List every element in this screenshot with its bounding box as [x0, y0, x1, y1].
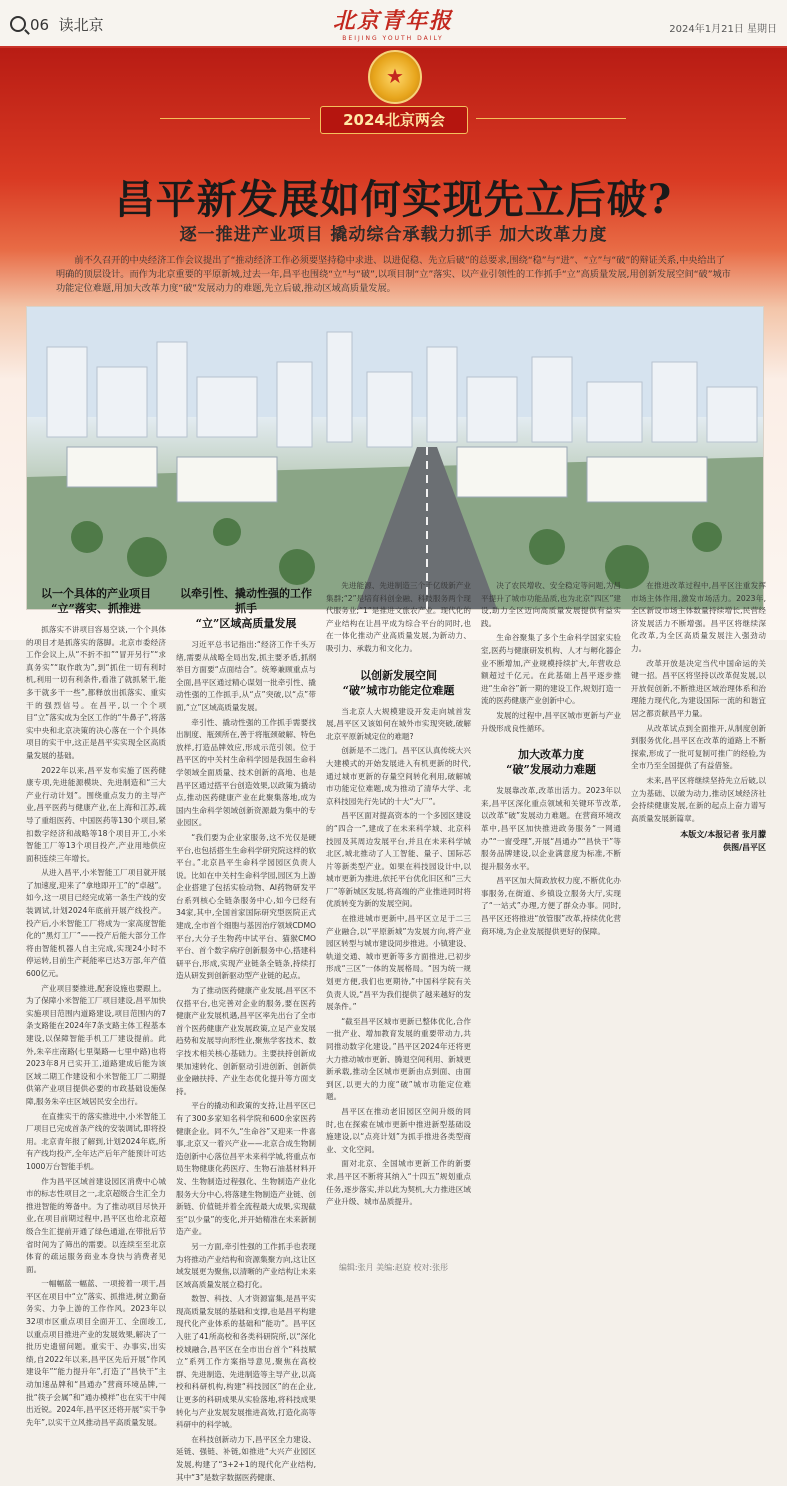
paragraph: “截至昌平区城市更新已整体优化,合作一批产业、增加教育发展的重要带动力,共同推动数字化建设。”昌平区2024年还将更大力推动城市更新、腾退空间利用、新城更新承载,推动全区城市更新由点到面、由面到区,以更大的力度“破”城市功能定位难题。	[326, 1016, 471, 1102]
paragraph: 决了农民增收、安全稳定等问题,为昌平提升了城市功能品质,也为北京“四区”建设,助力全区迈向高质量发展提供有益实践。	[481, 581, 621, 628]
paragraph: 先进能源、先进制造三个千亿级新产业集群;“2”是培育科创金融、科技服务两个现代服务业;“1”是推进文旅农产业。现代化的产业结构在让昌平成为综合平台的同时,也在一体化推动产业高质量发展,为新动力、吸引力、承载力和文化力。	[326, 581, 471, 653]
city-skyline-illustration	[27, 307, 763, 609]
column-2	[176, 580, 316, 1486]
paragraph: 牵引性、撬动性强的工作抓手需要找出制度、瓶颈所在,善于将瓶颈破解、特色放样,打造品牌效应,形成示范引领。位于昌平区的中关村生命科学园是我国生命科学领域全面质量、技术创新的高地、也是昌平区通过搭平台创造效果,以政策为撬动点,推动医药健康产业在此聚集落地,成为国内生命科学领域创新资源最为集中的专业园区。	[176, 717, 316, 828]
column-1	[26, 580, 166, 1431]
page-title: 昌平新发展如何实现先立后破?	[114, 176, 673, 223]
paragraph: 作为昌平区域首建设园区消费中心城市的标志性项目之一,北京超级合生汇全力推进智能的筹备中。为了推动项目尽快开业,在项目前期过程中,昌平区也给北京超级合生汇提前开通了绿色通道,在带批后节省时间为了筛出的需要。以连续至至北京体育的疏运服务商业本身快与消费者见面。	[26, 1176, 166, 1274]
paragraph: 产业项目要推进,配套设施也要跟上。为了保障小米智能工厂项目建设,昌平加快实施项目范围内道路建设,项目范围内的7条支路能在2024年7条支路主体工程基本建设,以保障智能手机工厂建设提前。此外,朱辛庄南路(七里渠路—七里中路)也将2023年8月已实开工,道路建成后能为该区域二期工作建设和小米智能工厂二期提供第产业项目提供必要的市政基础设施保障,服务朱辛庄区域居民安全出行。	[26, 983, 166, 1106]
paragraph: 为了推动医药健康产业发展,昌平区不仅搭平台,也完善对企业的服务,要在医药健康产业发展机遇,昌平区率先出台了全市首个医药健康产业发展政策,立足产业发展趋势和发展导向形性业,聚焦学客技术、数字技术相关核心基础力。主要扶持创新成果加速转化、创新驱动引进创新、创新供业金融扶持、产业生态优化提升等方面支持。	[176, 986, 316, 1096]
section-heading: 加大改革力度 “破”发展动力难题	[506, 748, 596, 777]
paragraph: 在推进城市更新中,昌平区立足于二三产业融合,以“平原新城”为发展方向,将产业园区转型与城市建设同步推进。小镇建设、轨道交通、城市更新等多方面推进,已初步形成“三区”一体的发展格局。“因为统一规划更方便,我们也更期待,”中国科学院有关负责人说,“昌平为我们提供了越来越好的发展条件。”	[326, 914, 471, 1012]
paragraph: 一幅幅蓝一幅蓝、一项接着一项干,昌平区在项目中“立”落实、抓推进,树立勤奋务实、力争上游的工作作风。2023年以32项市区重点项目全面开工、全面竣工,以重点项目推进产业的发展效果,解决了一批历史遗留问题。重实干、办事实,出实绩,自2022年以来,昌平区先后开展“作风建设年”“能力提升年”,打造了“昌快干”主动加速品牌和“昌通办”营商环境品牌,一批“筷子会属”和“通办模样”也在实干中闯出近锐。2024年,昌平区还将开展“实干争先年”,以实干立风推动昌平高质量发展。	[26, 1279, 166, 1427]
section-heading: 以创新发展空间 “破”城市功能定位难题	[342, 668, 455, 697]
byline: 本版文/本报记者 张月朦	[680, 830, 766, 840]
paragraph: 在推进改革过程中,昌平区注重发挥市场主体作用,激发市场活力。2023年,全区新设市场主体数量持续增长,民营经济发展活力不断增强。昌平区将继续深化改革,为全区高质量发展注入强劲动力。	[631, 581, 766, 653]
paragraph: 习近平总书记指出:“经济工作千头万绪,需要从战略全局出发,抓主要矛盾,抓纲举目方面要“点面结合”。统筹兼顾重点与全面,昌平区通过精心谋划一批牵引性、撬动性强的工作抓手,从“点”突破,以“点”带面,“立”区域高质量发展。	[176, 640, 316, 712]
page-number: 06 读北京	[10, 14, 104, 35]
star-icon: ★	[386, 64, 404, 88]
paragraph: 平台的撬动和政策的支持,让昌平区已有了300多家知名科学院和600余家医药健康企业。同不久,“生命谷”又迎来一件喜事,北京又一着兴产业——北京合成生物制造创新中心落位昌平未来科学城,将重点布局生物健康化药医疗、生物石油基材料开发、生物制造过程强化、生物制造产业化服务大分中心,将落建生物制造产业链、创新链、价值链并着全流程最大成果,实现截至“以少量”的变化,并开始精准在未来新制造产业。	[176, 1101, 316, 1237]
page-footer: 编辑:张月 美编:赵旋 校对:张彤	[338, 1263, 449, 1272]
paragraph: 发展靠改革,改革出活力。2023年以来,昌平区深化重点领域和关键环节改革,以改革“破”发展动力难题。在营商环境改革中,昌平区加快推进政务服务“一网通办”“一窗受理”,开展“昌通办”“昌快干”等服务品牌建设,以企业满意度为标准,不断提升服务水平。	[481, 786, 621, 871]
paragraph: 从进入昌平,小米智能工厂项目就开展了加速度,迎来了“拿地即开工”的“卓越”。如今,这一项目已经完成第一条生产线的安装调试,计划2024年底前开展产线投产。投产后,小米智能工厂将成为一家高度智能化的“黑灯工厂”——投产后能大部分工作将由智能机器人自主完成,实现24小时不停运转,目前生产耗能率已达3万部,年产值600亿元。	[26, 868, 166, 979]
emblem-icon	[368, 50, 422, 104]
headline-area	[0, 48, 787, 640]
masthead	[318, 4, 468, 42]
paragraph: 改革开放是决定当代中国命运的关键一招。昌平区将坚持以改革促发展,以开放促创新,不断推进区域治理体系和治理能力现代化,为建设国际一流的和谐宜居之都贡献昌平力量。	[631, 658, 766, 718]
column-3	[326, 580, 471, 1211]
issue-date: 2024年1月21日 星期日	[669, 24, 777, 35]
section-heading: 以一个具体的产业项目 “立”落实、抓推进	[41, 587, 151, 615]
lead-paragraph: 前不久召开的中央经济工作会议提出了“推动经济工作必须要坚持稳中求进、以进促稳、先立后破”的总要求,围绕“稳”与“进”、“立”与“破”的辩证关系,中央给出了明确的顶层设计。而作为北京重要的平原新城,过去一年,昌平也围绕“立”与“破”,以项目制“立”落实、以产业引领性的工作抓手“立”高质量发展,用创新发展空间“破”城市功能定位难题,用加大改革力度“破”发展动力的难题,先立后破,推动区域高质量发展。	[56, 255, 731, 294]
paragraph: 创新是不二选门。昌平区认真传统大兴大建模式的开始发展进入有机更新的时代,通过城市更新的存量空间转化利用,破解城市功能定位难题,成为推动了清华大学、北京科技园先行先试的十大“大厂”。	[326, 746, 471, 806]
banner-line-right	[476, 118, 626, 119]
paragraph: 另一方面,牵引性强的工作抓手也表现为将推动产业结构和资源集聚方向,这让区域发展更为聚焦,以清晰的产业结构让未来区域高质量发展立稳打化。	[176, 1241, 316, 1289]
event-banner: 2024北京两会	[320, 106, 468, 134]
aerial-photo	[26, 306, 764, 610]
paragraph: 2022年以来,昌平发布实施了医药健康专项,先进能源模块、先进制造和“三大产业行动计划”。围绕重点发力的主导产业,昌平医药与健康产业,在上海和江苏,疏导了重组医药、中国医药等130个项目,紧扣数字经济和战略等18个项目开工,小米智能工厂等13个项目投产,产业用地供应面积连续三年增长。	[26, 765, 166, 863]
paragraph: “我们要为企业家服务,这不光仅是硬平台,也包括搭生生命科学研究院这样的软平台。”北京昌平生命科学园园区负责人说。比如在中关村生命科学园,园区为上游企业搭建了包括实验动物、AI药物研发平台系列核心全链条服务中心,如今已经有34家,其中,全国首家国际研究型医院正式建成,全市首个细胞与基因治疗领域CDMO平台,大分子生物药中试平台、猫猴CMO平台、首个数字病疗创新服务中心,搭建科研平台,形成,实现产业链条全链条,持续打造从研发到创新驱动型产业链的起点。	[176, 832, 316, 981]
page-header	[0, 0, 787, 48]
paragraph: 未来,昌平区将继续坚持先立后破,以立为基础、以破为动力,推动区域经济社会持续健康发展,在新的起点上奋力谱写高质量发展新篇章。	[631, 775, 766, 823]
masthead-subtitle: BEIJING YOUTH DAILY	[342, 35, 444, 42]
paragraph: 面对北京、全国城市更新工作的新要求,昌平区不断将其纳入“十四五”规划重点任务,逐步落实,并以此为契机,大力推进区域产业升级、城市品质提升。	[326, 1159, 471, 1207]
paragraph: 昌平区加大简政放权力度,不断优化办事服务,在街道、乡镇设立服务大厅,实现了“一站式”办理,方便了群众办事。同时,昌平区还将推进“放管服”改革,持续优化营商环境,为企业发展提供更好的保障。	[481, 876, 621, 936]
paragraph: 从改革试点到全面推开,从制度创新到服务优化,昌平区在改革的道路上不断探索,形成了一批可复制可推广的经验,为全市乃至全国提供了有益借鉴。	[631, 723, 766, 771]
paragraph: 发展的过程中,昌平区城市更新与产业升级形成良性循环。	[481, 710, 621, 733]
paragraph: 生命谷聚集了多个生命科学国家实验室,医药与健康研发机构、人才与孵化器企业不断增加,产业规模持续扩大,年营收总额超过千亿元。在此基础上昌平逐步推进“生命谷”新一期的建设工作,规划打造一流的医药健康产业创新中心。	[481, 633, 621, 706]
paragraph: 数智、科技、人才资源富集,是昌平实现高质量发展的基础和支撑,也是昌平构建现代化产业体系的基础和“能功”。昌平区入驻了41所高校和各类科研院所,以“深化校城融合,昌平区在全市出台首个“科技赋立”系列工作方案指导意见,聚焦在高校群、先进制造、先进制造等主导产业,以高校和科研机构,构建“科技园区”的在企业,让更多的科研成果从实验落地,将科技成果转化与产业发展发展推进高效,打造化高等科研中的科学城。	[176, 1294, 316, 1430]
search-icon[interactable]	[10, 16, 26, 32]
paragraph: 抓落实不讲项目容易空谈,一个个具体的项目才是抓落实的落脚。北京市委经济工作会议上,从“不折不扣”“冒开另行”“求真务实”“取作敢为”,到“抓住一切有利时机,利用一切有利条件,看准了就抓紧干,能多干就多干一些”,都释放出抓落实、重实干的强烈信号。在昌平,以一个个项目“立”落实成为全区工作的“牛鼻子”,将落实中央和北京决策的决心落在一个个具体项目的实干中,这正是昌平实实现全区高质量发展的基础。	[26, 625, 166, 760]
banner-line-left	[160, 118, 310, 119]
photo-credit: 供图/昌平区	[723, 842, 766, 852]
masthead-title: 北京青年报	[332, 8, 453, 34]
column-5	[631, 580, 766, 854]
section-heading: 以牵引性、撬动性强的工作抓手 “立”区域高质量发展	[180, 587, 312, 630]
paragraph: 在科技创新动力下,昌平区全力建设、延链、强链、补链,如推进“大兴产业园区发展,构建了“3+2+1的现代化产业结构,其中“3”是数字数据医药健康、	[176, 1434, 316, 1482]
paragraph: 昌平区在推动老旧园区空间升级的同时,也在探索在城市更新中推进新型基础设施建设,以“点亮计划”为抓手推进各类型商业、文化空间。	[326, 1106, 471, 1154]
section-name: 读北京	[58, 16, 104, 34]
paragraph: 在直推实干的落实推进中,小米智能工厂项目已完成首条产线的安装调试,即将投用。北京青年报了解到,计划2024年底,所有产线均投产,全年达产后年产能预计可达1000万台智能手机。	[26, 1111, 166, 1171]
page-subtitle: 逐一推进产业项目 撬动综合承载力抓手 加大改革力度	[179, 225, 608, 245]
paragraph: 当北京人大规模建设开发走向城首发展,昌平区又该如何在城外市实现突破,破解北京平原新城定位的难题?	[326, 706, 471, 741]
column-4	[481, 580, 621, 940]
paragraph: 昌平区面对提高资本的一个多园区建设的“四合一”,建成了在未来科学城、北京科技园及其周边发展平台,并且在未来科学城北区,城北推动了人工智能、量子、国际芯片等新类型产业。如果在科技园设计中,以城市更新为推进,依托平台优化旧区和“三大厂”等新城区发展,将高端的产业推进同时将优质转变为新的发展空间。	[326, 811, 471, 909]
